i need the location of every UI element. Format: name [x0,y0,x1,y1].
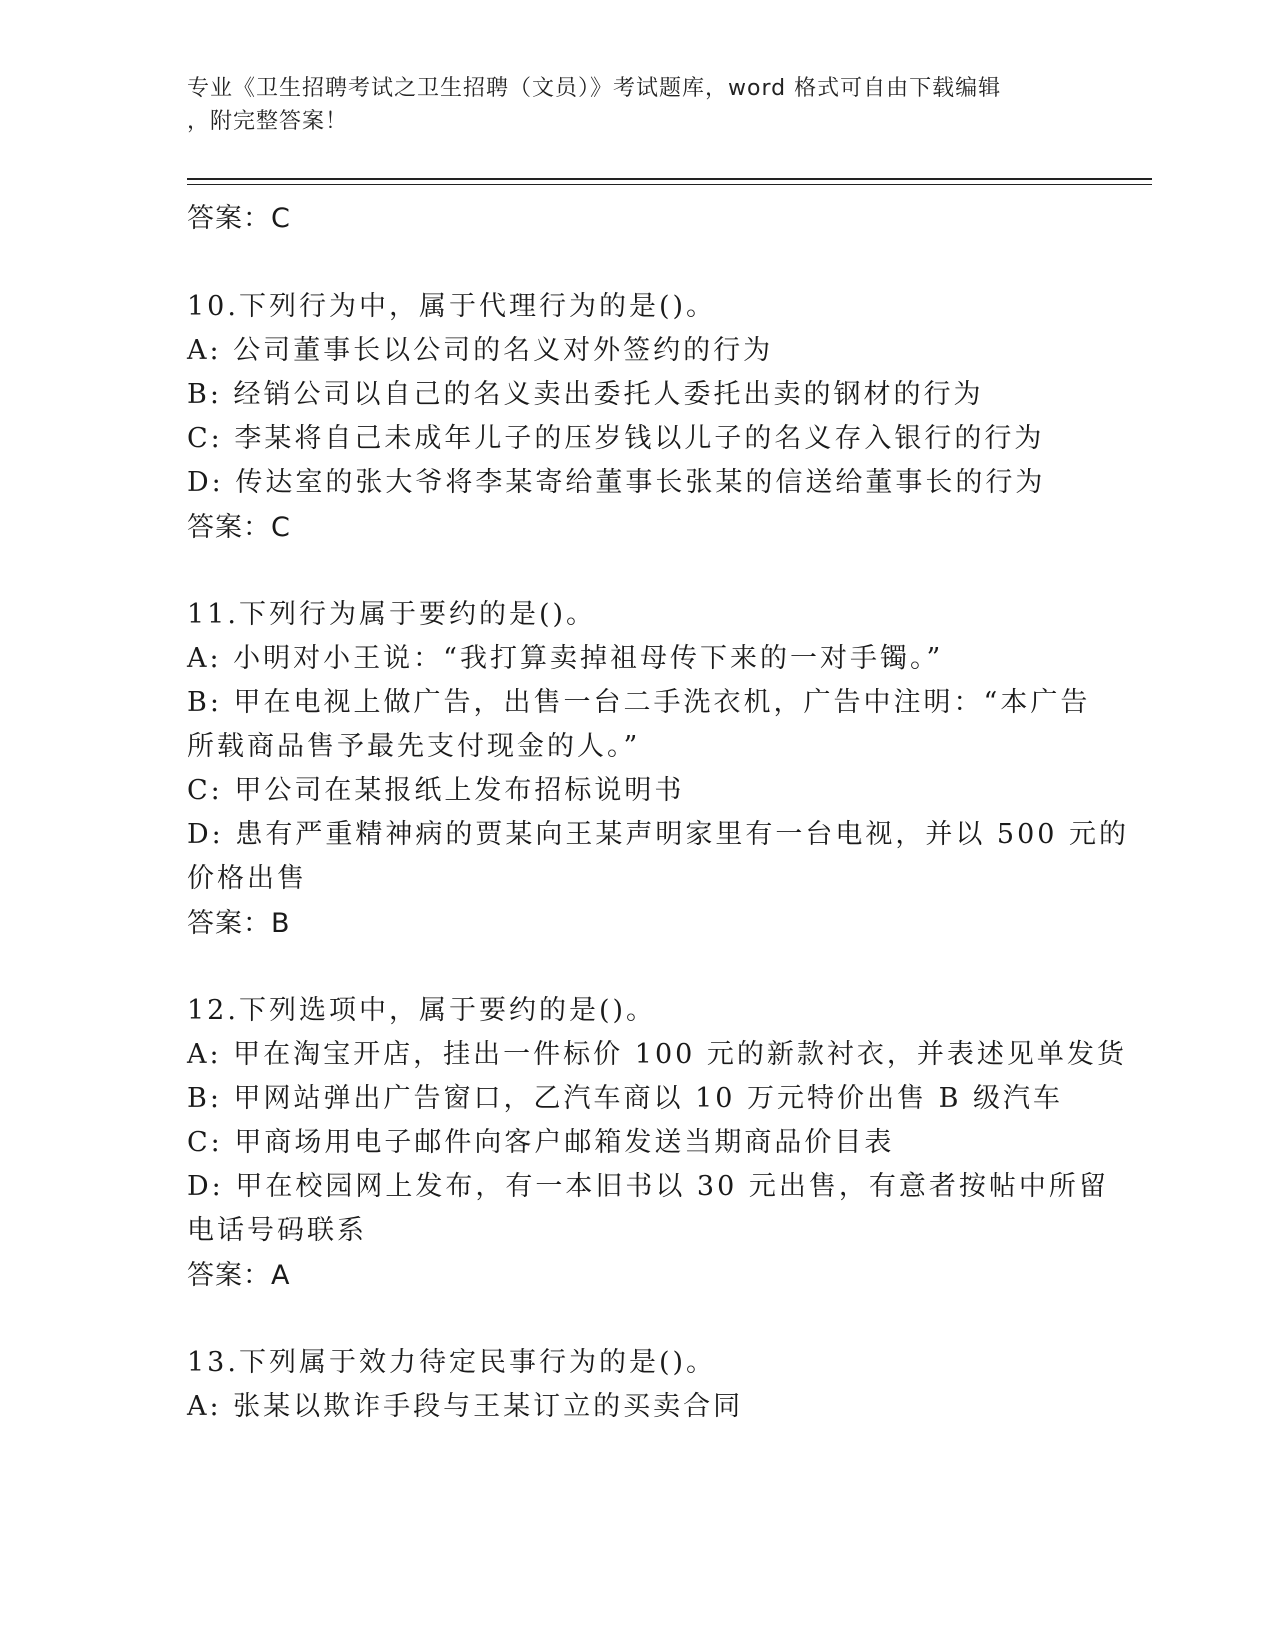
header-line-1: 专业《卫生招聘考试之卫生招聘（文员）》考试题库，word 格式可自由下载编辑 [187,76,1002,101]
page-header [187,72,1087,138]
question-10-option-d: D: 传达室的张大爷将李某寄给董事长张某的信送给董事长的行为 [187,467,1046,498]
question-12-option-a: A: 甲在淘宝开店，挂出一件标价 100 元的新款衬衣，并表述见单发货 [187,1039,1127,1070]
question-12-option-b: B: 甲网站弹出广告窗口，乙汽车商以 10 万元特价出售 B 级汽车 [187,1083,1064,1114]
question-12-title: 12.下列选项中，属于要约的是()。 [187,995,657,1026]
question-11-title: 11.下列行为属于要约的是()。 [187,599,597,630]
header-divider-thick [187,178,1152,180]
question-11-option-c: C: 甲公司在某报纸上发布招标说明书 [187,775,685,806]
answer-12: 答案：A [187,1260,291,1291]
question-11-option-b-line-1: B: 甲在电视上做广告，出售一台二手洗衣机，广告中注明：“本广告 [187,687,1091,718]
question-10-option-c: C: 李某将自己未成年儿子的压岁钱以儿子的名义存入银行的行为 [187,423,1045,454]
question-11-option-b-line-2: 所载商品售予最先支付现金的人。” [187,731,641,762]
question-11-option-a: A: 小明对小王说：“我打算卖掉祖母传下来的一对手镯。” [187,643,944,674]
question-10-title: 10.下列行为中，属于代理行为的是()。 [187,291,717,322]
question-12-option-d-line-2: 电话号码联系 [187,1215,367,1246]
question-10-option-a: A: 公司董事长以公司的名义对外签约的行为 [187,335,774,366]
question-11-option-d-line-2: 价格出售 [187,863,307,894]
question-10-option-b: B: 经销公司以自己的名义卖出委托人委托出卖的钢材的行为 [187,379,984,410]
question-13-option-a: A: 张某以欺诈手段与王某订立的买卖合同 [187,1391,744,1422]
question-11-option-d-line-1: D: 患有严重精神病的贾某向王某声明家里有一台电视，并以 500 元的 [187,819,1130,850]
answer-10: 答案：C [187,512,291,543]
question-13-title: 13.下列属于效力待定民事行为的是()。 [187,1347,717,1378]
question-12-option-d-line-1: D: 甲在校园网上发布，有一本旧书以 30 元出售，有意者按帖中所留 [187,1171,1109,1202]
header-divider-thin [187,184,1152,185]
answer-11: 答案：B [187,908,291,939]
answer-9: 答案：C [187,203,291,234]
question-12-option-c: C: 甲商场用电子邮件向客户邮箱发送当期商品价目表 [187,1127,895,1158]
header-line-2: ，附完整答案！ [187,109,349,134]
